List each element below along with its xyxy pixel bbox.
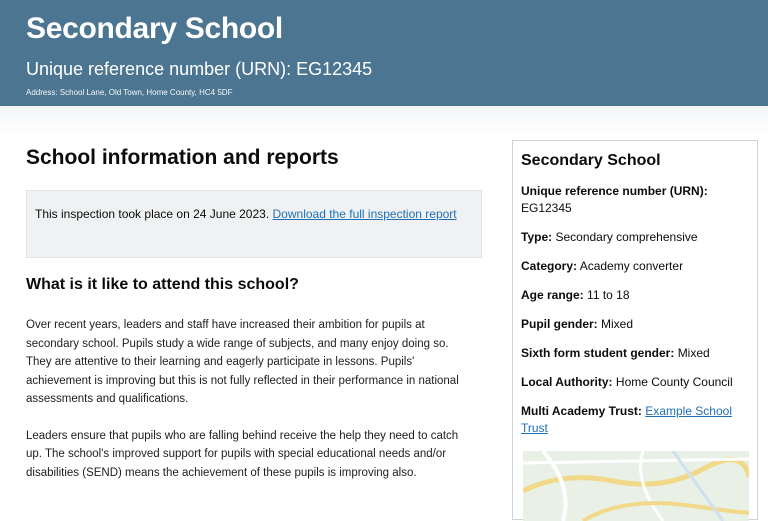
main-content — [26, 144, 486, 482]
local-authority-value: Home County Council — [615, 375, 733, 389]
detail-sixth-form-gender — [521, 345, 749, 362]
type-value: Secondary comprehensive — [555, 230, 698, 244]
section-heading: What is it like to attend this school? — [26, 276, 299, 293]
inspection-inset — [26, 190, 482, 258]
map-icon — [523, 451, 749, 521]
pupil-gender-value: Mixed — [601, 317, 634, 331]
detail-multi-academy-trust — [521, 403, 749, 437]
sidebar-title: Secondary School — [521, 152, 661, 169]
urn-heading: Unique reference number (URN): EG12345 — [26, 59, 373, 79]
sixth-form-label: Sixth form student gender: — [521, 346, 675, 360]
paragraph-1: Over recent years, leaders and staff have increased their ambition for pupils at secondary school. Pupils study a wide range of subjects, and many enjoy doing so. They are attentive to their learning and eagerly participate in lessons. Pupils' achievement is improving but this is not fully reflected in their performance in national assessments and qualifications. — [26, 319, 459, 405]
category-label: Category: — [521, 259, 578, 273]
school-summary-card — [512, 140, 758, 520]
school-name: Secondary School — [26, 12, 283, 45]
detail-type — [521, 229, 749, 246]
school-details — [521, 183, 749, 437]
sixth-form-value: Mixed — [677, 346, 710, 360]
download-report-link[interactable]: Download the full inspection report — [272, 207, 457, 221]
location-map[interactable] — [523, 451, 749, 521]
school-address: Address: School Lane, Old Town, Home County, HC4 5DF — [26, 88, 233, 97]
detail-local-authority — [521, 374, 749, 391]
trust-label: Multi Academy Trust: — [521, 404, 642, 418]
trust-link[interactable]: Example School Trust — [521, 404, 732, 435]
age-range-label: Age range: — [521, 288, 584, 302]
pupil-gender-label: Pupil gender: — [521, 317, 598, 331]
detail-urn — [521, 183, 749, 217]
type-label: Type: — [521, 230, 553, 244]
page-title: School information and reports — [26, 146, 339, 169]
urn-value: EG12345 — [521, 201, 572, 215]
category-value: Academy converter — [579, 259, 684, 273]
detail-pupil-gender — [521, 316, 749, 333]
age-range-value: 11 to 18 — [587, 288, 630, 302]
detail-category — [521, 258, 749, 275]
local-authority-label: Local Authority: — [521, 375, 613, 389]
page-header — [0, 0, 768, 106]
inspection-date-text: This inspection took place on 24 June 2023. — [35, 207, 270, 221]
paragraph-2: Leaders ensure that pupils who are falling behind receive the help they need to catch up. The school's improved support for pupils with special educational needs and/or disabilities (SEND) means the achievement of these pupils is improving also. — [26, 429, 459, 479]
urn-label: Unique reference number (URN): — [521, 184, 708, 198]
detail-age-range — [521, 287, 749, 304]
header-shadow — [0, 106, 768, 136]
